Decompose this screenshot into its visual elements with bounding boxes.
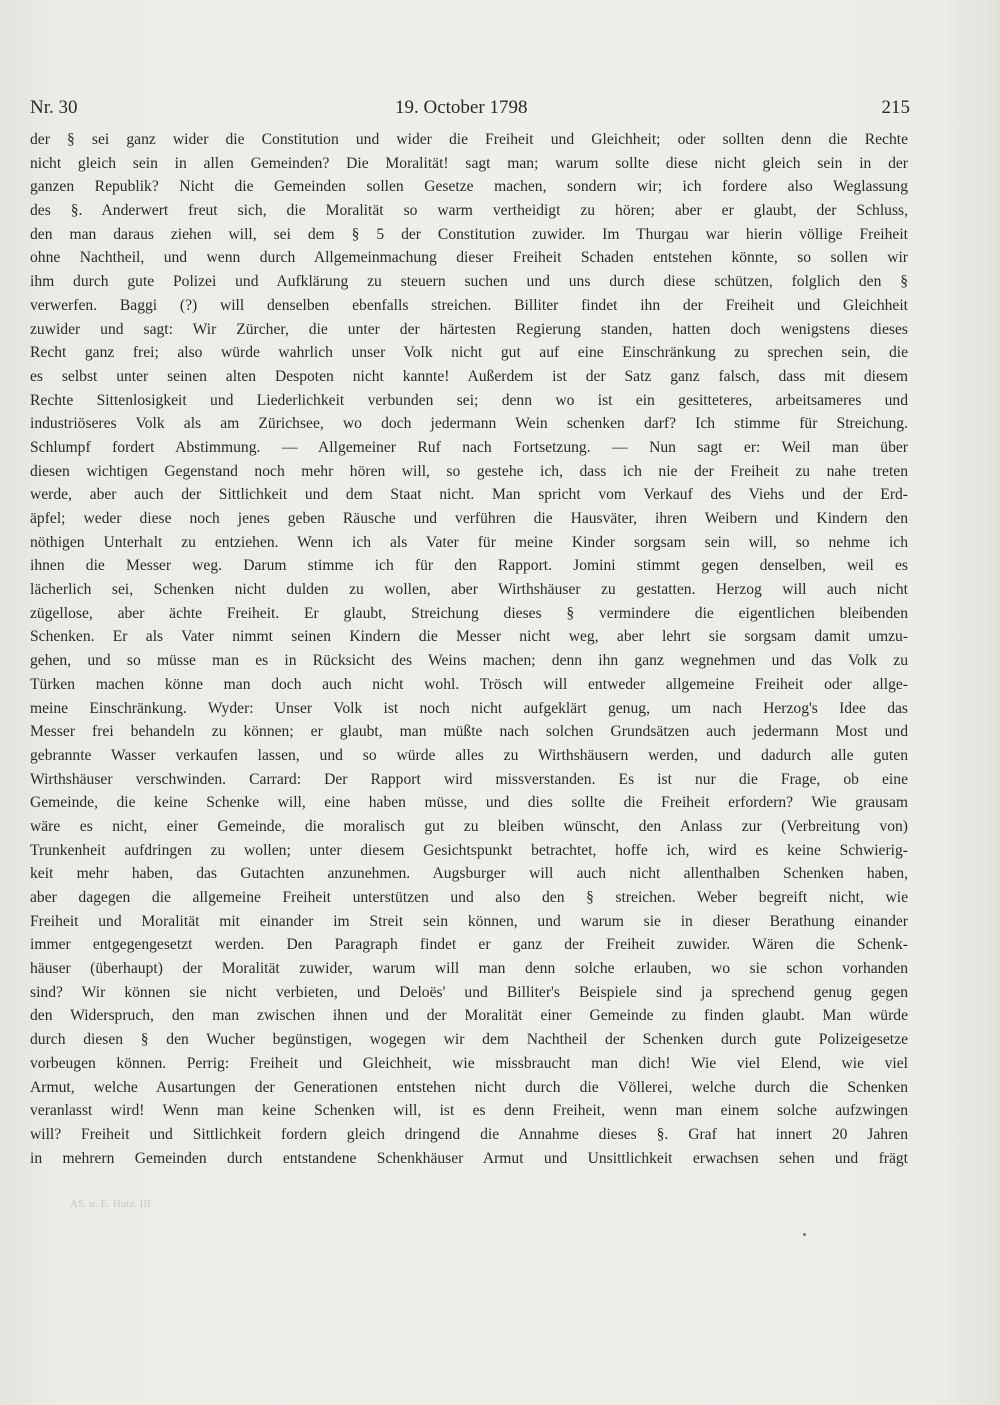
text-line: Gemeinde, die keine Schenke will, eine haben müsse, und dies sollte die Freiheit erfordern? Wie grausam — [30, 794, 908, 812]
text-line: wäre es nicht, einer Gemeinde, die moralisch gut zu bleiben wünscht, den Anlass zur (Verbreitung von) — [30, 817, 908, 835]
text-line: lächerlich sei, Schenken nicht dulden zu wollen, aber Wirthshäuser zu gestatten. Herzog will auch nicht — [30, 581, 908, 599]
text-line: zügellose, aber ächte Freiheit. Er glaubt, Streichung dieses § vermindere die eigentlichen bleibenden — [30, 604, 908, 622]
text-line: Wirthshäuser verschwinden. Carrard: Der Rapport wird missverstanden. Es ist nur die Frage, ob eine — [30, 770, 908, 788]
text-line: keit mehr haben, das Gutachten anzunehmen. Augsburger will auch nicht allenthalben Schenken haben, — [30, 865, 908, 883]
text-line: ohne Nachtheil, und wenn durch Allgemeinmachung dieser Freiheit Schaden entstehen könnte, so sollen wir — [30, 249, 908, 267]
text-line: verwerfen. Baggi (?) will denselben ebenfalls streichen. Billiter findet ihn der Freiheit und Gleichheit — [30, 296, 908, 314]
ink-speck — [803, 1233, 806, 1236]
text-line: des §. Anderwert freut sich, die Moralität so warm vertheidigt zu hören; aber er glaubt, der Schluss, — [30, 202, 908, 220]
text-line: Messer frei behandeln zu können; er glaubt, man müßte nach solchen Grundsätzen auch jedermann Most und — [30, 723, 908, 741]
text-line: Armut, welche Ausartungen der Generationen entstehen nicht durch die Völlerei, welche durch die Schenken — [30, 1078, 908, 1096]
text-line: Trunkenheit aufdringen zu wollen; unter diesem Gesichtspunkt betrachtet, hoffe ich, wird es keine Schwierig- — [30, 841, 908, 859]
text-line: werde, aber auch der Sittlichkeit und dem Staat nicht. Man spricht vom Verkauf des Viehs und der Erd- — [30, 486, 908, 504]
text-line: nöthigen Unterhalt zu entziehen. Wenn ich als Vater für meine Kinder sorgsam sein will, so nehme ich — [30, 533, 908, 551]
text-line: den man daraus ziehen will, sei dem § 5 der Constitution zuwider. Im Thurgau war hierin völlige Freiheit — [30, 225, 908, 243]
document-number: Nr. 30 — [30, 97, 78, 118]
text-line: ihm durch gute Polizei und Aufklärung zu steuern suchen und uns durch diese schützen, folglich den § — [30, 273, 908, 291]
text-line: gehen, und so müsse man es in Rücksicht des Weins machen; denn ihn ganz wegnehmen und das Volk zu — [30, 652, 908, 670]
text-line: der § sei ganz wider die Constitution und wider die Freiheit und Gleichheit; oder sollten denn die Rechte — [30, 131, 908, 148]
text-line: den Widerspruch, den man zwischen ihnen und der Moralität einer Gemeinde zu finden glaubt. Man würde — [30, 1007, 908, 1025]
text-line: Schlumpf fordert Abstimmung. — Allgemeiner Ruf nach Fortsetzung. — Nun sagt er: Weil man über — [30, 438, 908, 456]
text-line: Freiheit und Moralität mit einander im Streit sein können, und warum sie in dieser Berathung einander — [30, 912, 908, 930]
text-line: häuser (überhaupt) der Moralität zuwider, warum will man denn solche erlauben, wo sie schon vorhanden — [30, 960, 908, 978]
bleed-through-text: AS. u. E. Hutz. III — [70, 1198, 151, 1210]
header-date: 19. October 1798 — [395, 97, 528, 118]
text-line: veranlasst wird! Wenn man keine Schenken will, ist es denn Freiheit, wenn man einem solche aufzwingen — [30, 1102, 908, 1120]
body-text — [30, 128, 908, 1170]
text-line: ihnen die Messer weg. Darum stimme ich für den Rapport. Jomini stimmt gegen denselben, weil es — [30, 557, 908, 575]
text-line: in mehrern Gemeinden durch entstandene Schenkhäuser Armut und Unsittlichkeit erwachsen sehen und frägt — [30, 1149, 908, 1167]
text-line: zuwider und sagt: Wir Zürcher, die unter der härtesten Regierung standen, hatten doch wenigstens dieses — [30, 320, 908, 338]
text-line: vorbeugen können. Perrig: Freiheit und Gleichheit, wie missbraucht man dich! Wie viel Elend, wie viel — [30, 1054, 908, 1072]
text-line: aber dagegen die allgemeine Freiheit unterstützen und also den § streichen. Weber begreift nicht, wie — [30, 889, 908, 906]
text-line: nicht gleich sein in allen Gemeinden? Die Moralität! sagt man; warum sollte diese nicht gleich sein in der — [30, 154, 908, 172]
text-line: Recht ganz frei; also würde wahrlich unser Volk nicht gut auf eine Einschränkung zu sprechen sein, die — [30, 344, 908, 362]
text-line: Schenken. Er als Vater nimmt seinen Kindern die Messer nicht weg, aber lehrt sie sorgsam damit umzu- — [30, 628, 908, 646]
text-line: durch diesen § den Wucher begünstigen, wogegen wir dem Nachtheil der Schenken durch gute Polizeigesetze — [30, 1031, 908, 1049]
text-line: ganzen Republik? Nicht die Gemeinden sollen Gesetze machen, sondern wir; ich fordere also Weglassung — [30, 178, 908, 196]
text-line: Türken machen könne man doch auch nicht wohl. Trösch will entweder allgemeine Freiheit oder allge- — [30, 675, 908, 693]
page-header — [30, 97, 910, 127]
text-line: immer entgegengesetzt werden. Den Paragraph findet er ganz der Freiheit zuwider. Wären die Schenk- — [30, 936, 908, 954]
text-line: will? Freiheit und Sittlichkeit fordern gleich dringend die Annahme dieses §. Graf hat innert 20 Jahren — [30, 1125, 908, 1143]
page-number: 215 — [881, 97, 910, 118]
text-line: sind? Wir können sie nicht verbieten, und Deloës' und Billiter's Beispiele sind ja sprechend genug gegen — [30, 983, 908, 1001]
text-line: Rechte Sittenlosigkeit und Liederlichkeit verbunden sei; denn wo ist ein gesitteteres, arbeitsameres und — [30, 391, 908, 409]
text-line: meine Einschränkung. Wyder: Unser Volk ist noch nicht aufgeklärt genug, um nach Herzog's Idee das — [30, 699, 908, 717]
text-line: äpfel; weder diese noch jenes geben Räusche und verführen die Hausväter, ihren Weibern und Kindern den — [30, 510, 908, 527]
text-line: diesen wichtigen Gegenstand noch mehr hören will, so gestehe ich, dass ich nie der Freiheit zu nahe treten — [30, 462, 908, 480]
text-line: gebrannte Wasser verkaufen lassen, und so würde alles zu Wirthshäusern werden, und dadurch alle guten — [30, 746, 908, 764]
text-line: industriöseres Volk als am Zürichsee, wo doch jedermann Wein schenken darf? Ich stimme für Streichung. — [30, 415, 908, 433]
text-line: es selbst unter seinen alten Despoten nicht kannte! Außerdem ist der Satz ganz falsch, dass mit diesem — [30, 367, 908, 385]
